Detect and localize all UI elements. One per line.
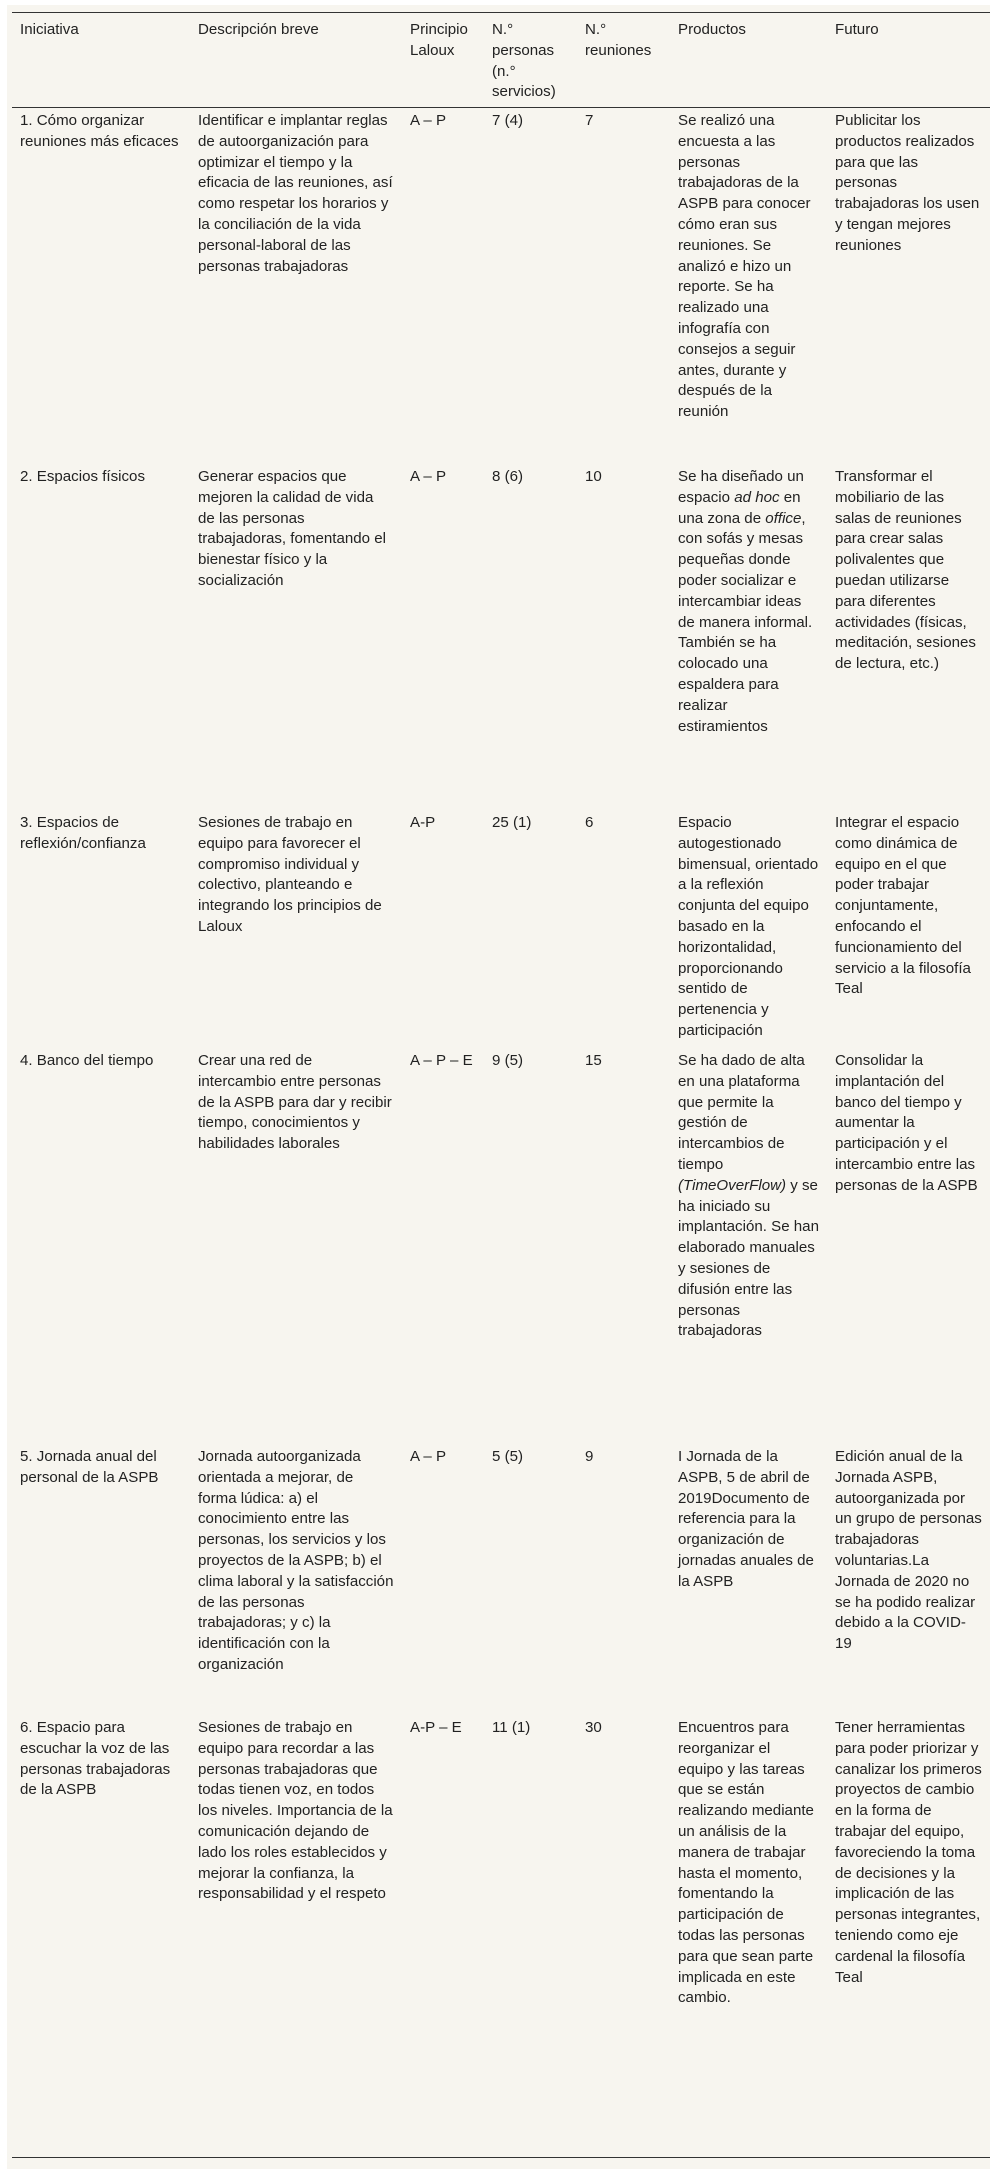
- cell-principio: A – P – E: [410, 1052, 473, 1069]
- cell-descripcion: Identificar e implantar reglas de autoorganización para optimizar el tiempo y la eficacia de las reuniones, así como respetar los horarios y la conciliación de la vida personal-laboral de las personas trabajadoras: [198, 112, 393, 275]
- cell-productos: [670, 1048, 827, 1444]
- header-descripcion: Descripción breve: [198, 21, 319, 38]
- table-row: [12, 1444, 990, 1715]
- cell-productos: I Jornada de la ASPB, 5 de abril de 2019Documento de referencia para la organización de jornadas anuales de la ASPB: [678, 1448, 814, 1590]
- header-iniciativa: Iniciativa: [20, 21, 79, 38]
- header-reuniones: N.° reuniones: [585, 21, 652, 59]
- cell-personas: 8 (6): [492, 468, 524, 485]
- cell-iniciativa: 2. Espacios físicos: [20, 468, 145, 485]
- cell-principio: A – P: [410, 112, 447, 129]
- cell-productos: Encuentros para reorganizar el equipo y las tareas que se están realizando mediante un análisis de la manera de trabajar hasta el momento, fomentando la participación de todas las personas para que sean parte implicada en este cambio.: [678, 1719, 814, 2007]
- cell-descripcion: Jornada autoorganizada orientada a mejorar, de forma lúdica: a) el conocimiento entre las personas, los servicios y los proyectos de la ASPB; b) el clima laboral y la satisfacción de las personas trabajadoras; y c) la identificación con la organización: [198, 1448, 394, 1673]
- header-principio: Principio Laloux: [410, 21, 468, 59]
- cell-futuro: Transformar el mobiliario de las salas de reuniones para crear salas polivalentes que puedan utilizarse para diferentes actividades (físicas, meditación, sesiones de lectura, etc.): [835, 468, 976, 673]
- cell-iniciativa: 6. Espacio para escuchar la voz de las personas trabajadoras de la ASPB: [20, 1719, 171, 1799]
- productos-text: y se ha iniciado su implantación. Se han elaborado manuales y sesiones de difusión entre las personas trabajadoras: [678, 1176, 819, 1340]
- cell-principio: A – P: [410, 1448, 447, 1465]
- table-row: [12, 108, 990, 465]
- cell-productos: Se realizó una encuesta a las personas trabajadoras de la ASPB para conocer cómo eran sus reuniones. Se analizó e hizo un reporte. Se ha realizado una infografía con consejos a seguir antes, durante y después de la reunión: [678, 112, 811, 421]
- cell-productos: [670, 464, 827, 810]
- header-personas: N.° personas (n.° servicios): [492, 21, 556, 101]
- cell-principio: A-P: [410, 814, 436, 831]
- table-row: [12, 1715, 990, 2158]
- cell-reuniones: 6: [585, 814, 594, 831]
- cell-descripcion: Crear una red de intercambio entre personas de la ASPB para dar y recibir tiempo, conocimientos y habilidades laborales: [198, 1052, 392, 1153]
- cell-principio: A-P – E: [410, 1719, 462, 1736]
- cell-personas: 5 (5): [492, 1448, 524, 1465]
- cell-iniciativa: 1. Cómo organizar reuniones más eficaces: [20, 112, 179, 150]
- cell-reuniones: 9: [585, 1448, 594, 1465]
- productos-text: en una zona de: [678, 488, 801, 527]
- productos-text: Se ha diseñado un espacio: [678, 468, 804, 506]
- cell-reuniones: 7: [585, 112, 594, 129]
- cell-futuro: Publicitar los productos realizados para que las personas trabajadoras los usen y tengan mejores reuniones: [835, 112, 980, 254]
- cell-descripcion: Sesiones de trabajo en equipo para recordar a las personas trabajadoras que todas tienen voz, en todos los niveles. Importancia de la comunicación dejando de lado los roles establecidos y mejorar la confianza, la responsabilidad y el respeto: [198, 1719, 393, 1903]
- cell-reuniones: 10: [585, 468, 602, 485]
- table-header: [12, 13, 990, 108]
- cell-personas: 9 (5): [492, 1052, 524, 1069]
- header-productos: Productos: [678, 21, 746, 38]
- cell-iniciativa: 5. Jornada anual del personal de la ASPB: [20, 1448, 159, 1486]
- cell-personas: 11 (1): [492, 1719, 531, 1736]
- cell-futuro: Integrar el espacio como dinámica de equipo en el que poder trabajar conjuntamente, enfocando el funcionamiento del servicio a la filosofía Teal: [835, 814, 971, 998]
- productos-italic: ad hoc: [734, 488, 780, 506]
- productos-text: Se ha dado de alta en una plataforma que permite la gestión de intercambios de tiempo: [678, 1052, 805, 1173]
- cell-futuro: Edición anual de la Jornada ASPB, autoorganizada por un grupo de personas trabajadoras voluntarias.La Jornada de 2020 no se ha podido realizar debido a la COVID-19: [835, 1448, 982, 1653]
- cell-iniciativa: 4. Banco del tiempo: [20, 1052, 154, 1069]
- cell-principio: A – P: [410, 468, 447, 485]
- cell-productos: Espacio autogestionado bimensual, orientado a la reflexión conjunta del equipo basado en la horizontalidad, proporcionando sentido de pertenencia y participación: [678, 814, 819, 1039]
- table-body: [12, 108, 990, 2158]
- initiatives-table: [12, 12, 990, 2158]
- table-row: [12, 464, 990, 810]
- productos-italic: office: [765, 509, 802, 527]
- productos-italic: (TimeOverFlow): [678, 1176, 787, 1194]
- cell-reuniones: 30: [585, 1719, 602, 1736]
- cell-personas: 25 (1): [492, 814, 532, 831]
- cell-iniciativa: 3. Espacios de reflexión/confianza: [20, 814, 146, 852]
- cell-reuniones: 15: [585, 1052, 602, 1069]
- cell-futuro: Consolidar la implantación del banco del tiempo y aumentar la participación y el intercambio entre las personas de la ASPB: [835, 1052, 978, 1194]
- cell-descripcion: Generar espacios que mejoren la calidad de vida de las personas trabajadoras, fomentando el bienestar físico y la socialización: [198, 468, 386, 589]
- cell-descripcion: Sesiones de trabajo en equipo para favorecer el compromiso individual y colectivo, planteando e integrando los principios de Laloux: [198, 814, 382, 935]
- cell-personas: 7 (4): [492, 112, 524, 129]
- table-row: [12, 810, 990, 1048]
- cell-futuro: Tener herramientas para poder priorizar y canalizar los primeros proyectos de cambio en la forma de trabajar del equipo, favoreciendo la toma de decisiones y la implicación de las personas integrantes, teniendo como eje cardenal la filosofía Teal: [835, 1719, 982, 1986]
- header-futuro: Futuro: [835, 21, 879, 38]
- productos-text: , con sofás y mesas pequeñas donde poder socializar e intercambiar ideas de manera informal. También se ha colocado una espaldera para realizar estiramientos: [678, 509, 813, 735]
- table-panel: [7, 5, 990, 2169]
- table-row: [12, 1048, 990, 1444]
